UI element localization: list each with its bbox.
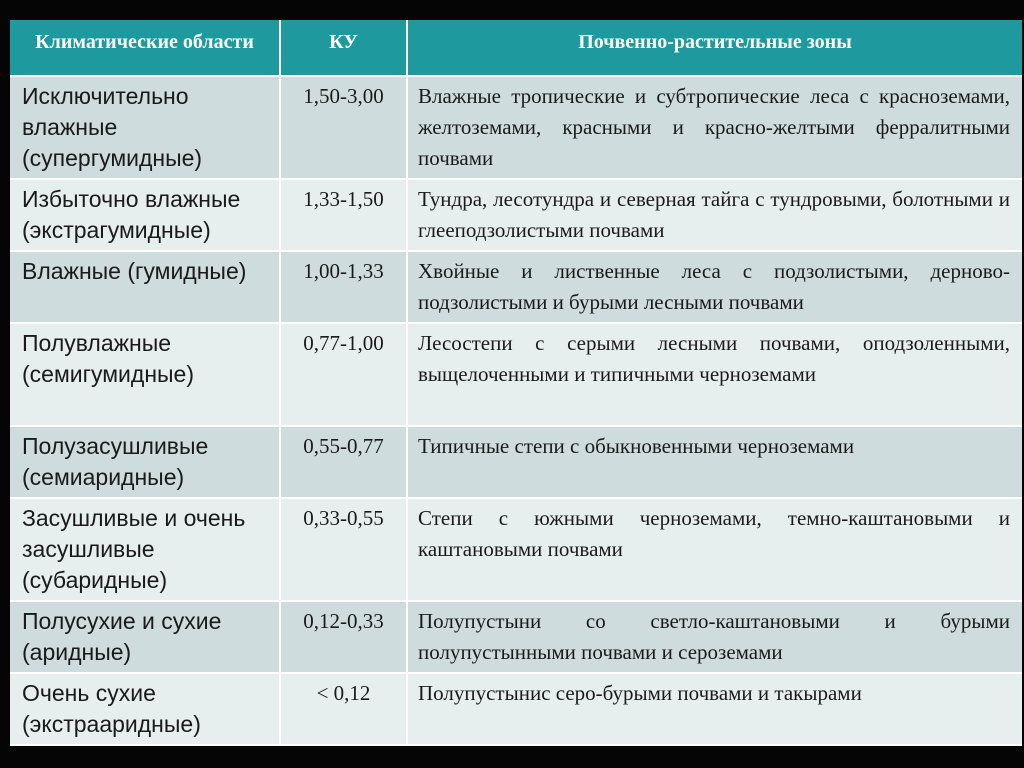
zone-cell: Влажные тропические и субтропические леса с красноземами, желтоземами, красными и красно-желтыми ферралитными почвами <box>407 76 1022 179</box>
ky-cell: 0,55-0,77 <box>280 426 407 498</box>
climate-zones-table <box>10 20 1022 746</box>
zone-cell: Типичные степи с обыкновенными черноземами <box>407 426 1022 498</box>
climate-area-cell: Полувлажные (семигумидные) <box>10 323 280 426</box>
climate-area-cell: Избыточно влажные (экстрагумидные) <box>10 179 280 251</box>
header-ky: КУ <box>280 20 407 76</box>
ky-cell: 1,50-3,00 <box>280 76 407 179</box>
ky-cell: 0,33-0,55 <box>280 498 407 601</box>
table-row <box>10 673 1022 745</box>
zone-cell: Хвойные и лиственные леса с подзолистыми, дерново-подзолистыми и бурыми лесными почвами <box>407 251 1022 323</box>
zone-cell: Тундра, лесотундра и северная тайга с тундровыми, болотными и глееподзолистыми почвами <box>407 179 1022 251</box>
climate-area-cell: Засушливые и очень засушливые (субаридные) <box>10 498 280 601</box>
climate-area-cell: Очень сухие (экстрааридные) <box>10 673 280 745</box>
climate-area-cell: Влажные (гумидные) <box>10 251 280 323</box>
ky-cell: < 0,12 <box>280 673 407 745</box>
table-row <box>10 179 1022 251</box>
table-row <box>10 323 1022 426</box>
table-row <box>10 251 1022 323</box>
table-row <box>10 76 1022 179</box>
table-row <box>10 498 1022 601</box>
header-soil-vegetation-zones: Почвенно-растительные зоны <box>407 20 1022 76</box>
climate-area-cell: Полузасушливые (семиаридные) <box>10 426 280 498</box>
table-row <box>10 426 1022 498</box>
climate-area-cell: Исключительно влажные (супергумидные) <box>10 76 280 179</box>
table-header-row <box>10 20 1022 76</box>
table-row <box>10 601 1022 673</box>
header-climate-areas: Климатические области <box>10 20 280 76</box>
ky-cell: 0,12-0,33 <box>280 601 407 673</box>
ky-cell: 1,00-1,33 <box>280 251 407 323</box>
ky-cell: 1,33-1,50 <box>280 179 407 251</box>
climate-area-cell: Полусухие и сухие (аридные) <box>10 601 280 673</box>
zone-cell: Лесостепи с серыми лесными почвами, оподзоленными, выщелоченными и типичными черноземами <box>407 323 1022 426</box>
zone-cell: Полупустыни со светло-каштановыми и бурыми полупустынными почвами и сероземами <box>407 601 1022 673</box>
zone-cell: Полупустынис серо-бурыми почвами и такырами <box>407 673 1022 745</box>
ky-cell: 0,77-1,00 <box>280 323 407 426</box>
zone-cell: Степи с южными черноземами, темно-каштановыми и каштановыми почвами <box>407 498 1022 601</box>
